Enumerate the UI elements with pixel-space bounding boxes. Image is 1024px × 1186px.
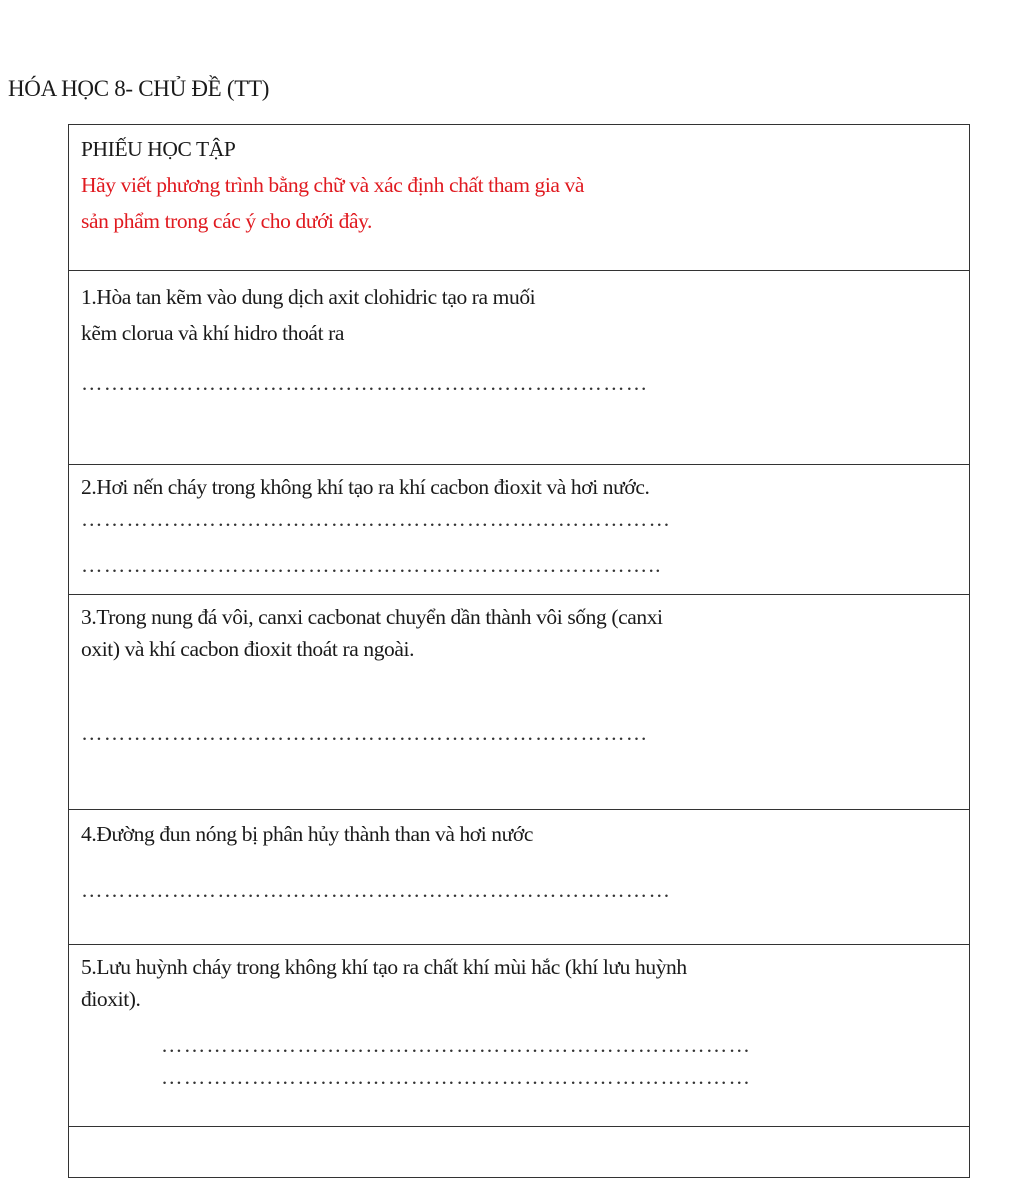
question-2-text-line-1: 2.Hơi nến cháy trong không khí tạo ra khí cacbon đioxit và hơi nước. (81, 475, 650, 499)
worksheet-heading: PHIẾU HỌC TẬP (81, 137, 236, 161)
question-3-text-line-2: oxit) và khí cacbon đioxit thoát ra ngoài. (81, 637, 415, 661)
instruction-line-1: Hãy viết phương trình bằng chữ và xác định chất tham gia và (81, 173, 585, 197)
question-1-text-line-2: kẽm clorua và khí hidro thoát ra (81, 321, 345, 345)
question-5-answer-line-2: …………………………………………………………………… (161, 1065, 752, 1089)
question-2 (69, 465, 969, 595)
worksheet-header (69, 125, 969, 271)
question-4-text-line-1: 4.Đường đun nóng bị phân hủy thành than và hơi nước (81, 822, 534, 846)
question-5-text-line-2: đioxit). (81, 987, 141, 1011)
question-4 (69, 810, 969, 945)
question-1 (69, 271, 969, 465)
question-4-answer-line: …………………………………………………………………… (81, 878, 672, 902)
question-2-answer-line-1: …………………………………………………………………… (81, 507, 672, 531)
worksheet-table (68, 124, 970, 1178)
document-title: HÓA HỌC 8- CHỦ ĐỀ (TT) (8, 76, 270, 101)
question-5 (69, 945, 969, 1127)
question-3-answer-line: ………………………………………………………………… (81, 721, 649, 745)
question-5-answer-line-1: …………………………………………………………………… (161, 1033, 752, 1057)
instruction-line-2: sản phẩm trong các ý cho dưới đây. (81, 209, 373, 233)
question-1-text-line-1: 1.Hòa tan kẽm vào dung dịch axit clohidric tạo ra muối (81, 285, 536, 309)
empty-row (69, 1127, 969, 1177)
question-1-answer-line: ………………………………………………………………… (81, 371, 649, 395)
question-3 (69, 595, 969, 810)
question-5-text-line-1: 5.Lưu huỳnh cháy trong không khí tạo ra chất khí mùi hắc (khí lưu huỳnh (81, 955, 687, 979)
question-2-answer-line-2: ………………………………………………………………….. (81, 553, 662, 577)
question-3-text-line-1: 3.Trong nung đá vôi, canxi cacbonat chuyển dần thành vôi sống (canxi (81, 605, 663, 629)
